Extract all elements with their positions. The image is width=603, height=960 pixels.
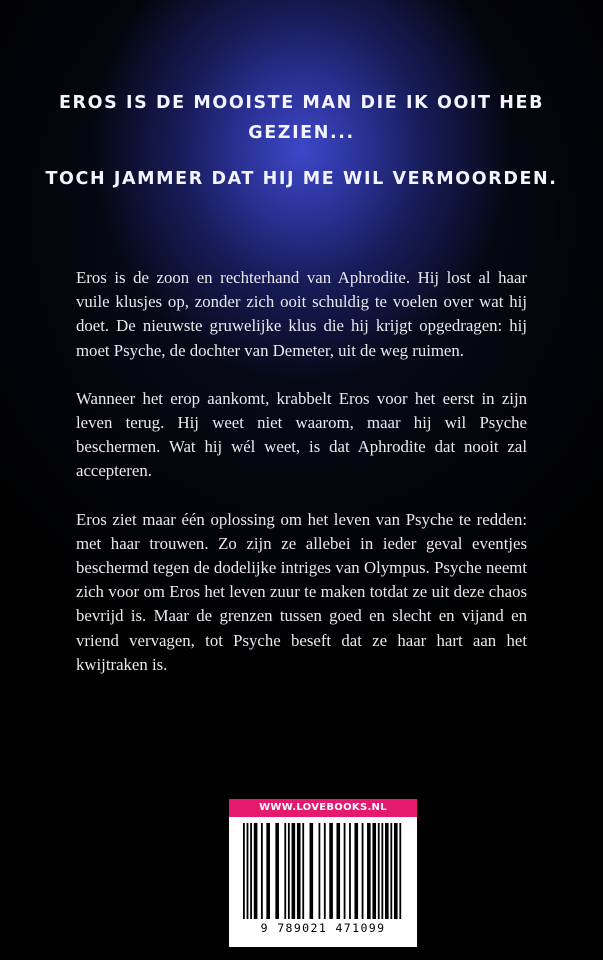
barcode-bar <box>310 823 314 919</box>
barcode-bar <box>324 823 326 919</box>
blurb-paragraph-1: Eros is de zoon en rechterhand van Aphrodite. Hij lost al haar vuile klusjes op, zonder zich ooit schuldig te voelen over wat hij doet. De nieuwste gruwelijke klus die hij krijgt opgedragen: hij moet Psyche, de dochter van Demeter, uit de weg ruimen. <box>76 268 527 360</box>
barcode-bar <box>336 823 340 919</box>
barcode-bar <box>292 823 296 919</box>
tagline-line-1: EROS IS DE MOOISTE MAN DIE IK OOIT HEB GEZIEN... <box>58 93 545 143</box>
barcode-bar <box>372 823 376 919</box>
barcode-bar <box>399 823 401 919</box>
blurb <box>76 266 527 701</box>
website-url: WWW.LOVEBOOKS.NL <box>229 799 417 817</box>
barcode-bar <box>250 823 252 919</box>
barcode-bar <box>349 823 351 919</box>
barcode-bar <box>354 823 358 919</box>
barcode-bar <box>254 823 258 919</box>
barcode-bar <box>378 823 380 919</box>
barcode-bar <box>367 823 371 919</box>
barcode-label <box>229 799 417 947</box>
barcode-bar <box>385 823 389 919</box>
barcode-bar <box>266 823 270 919</box>
barcode-bar <box>261 823 263 919</box>
barcode-bar <box>362 823 364 919</box>
barcode-bar <box>344 823 346 919</box>
barcode-bar <box>284 823 286 919</box>
barcode-bar <box>297 823 301 919</box>
barcode-bar <box>275 823 279 919</box>
barcode-bar <box>329 823 333 919</box>
barcode-bar <box>302 823 304 919</box>
barcode-bar <box>288 823 290 919</box>
barcode-bar <box>243 823 245 919</box>
blurb-paragraph-2: Wanneer het erop aankomt, krabbelt Eros voor het eerst in zijn leven terug. Hij weet niet waarom, maar hij wil Psyche beschermen. Wat hij wél weet, is dat Aphrodite dat nooit zal accepteren. <box>76 388 527 481</box>
barcode-bar <box>394 823 398 919</box>
isbn-barcode <box>243 823 403 919</box>
blurb-paragraph-3: Eros ziet maar één oplossing om het leven van Psyche te redden: met haar trouwen. Zo zijn ze allebei in ieder geval eventjes beschermd tegen de dodelijke intriges van Olympus. Psyche neemt zich voor om Eros het leven zuur te maken totdat ze uit deze chaos bevrijd is. Maar de grenzen tussen goed en slecht en vijand en vriend vervagen, tot Psyche beseft dat ze haar hart aan het kwijtraken is. <box>76 509 527 674</box>
barcode-bar <box>390 823 392 919</box>
barcode-bar <box>381 823 383 919</box>
isbn-number: 9 789021 471099 <box>260 921 386 935</box>
tagline-line-2: TOCH JAMMER DAT HIJ ME WIL VERMOORDEN. <box>45 169 558 189</box>
barcode-bar <box>319 823 321 919</box>
tagline <box>40 88 563 210</box>
barcode-bar <box>247 823 249 919</box>
